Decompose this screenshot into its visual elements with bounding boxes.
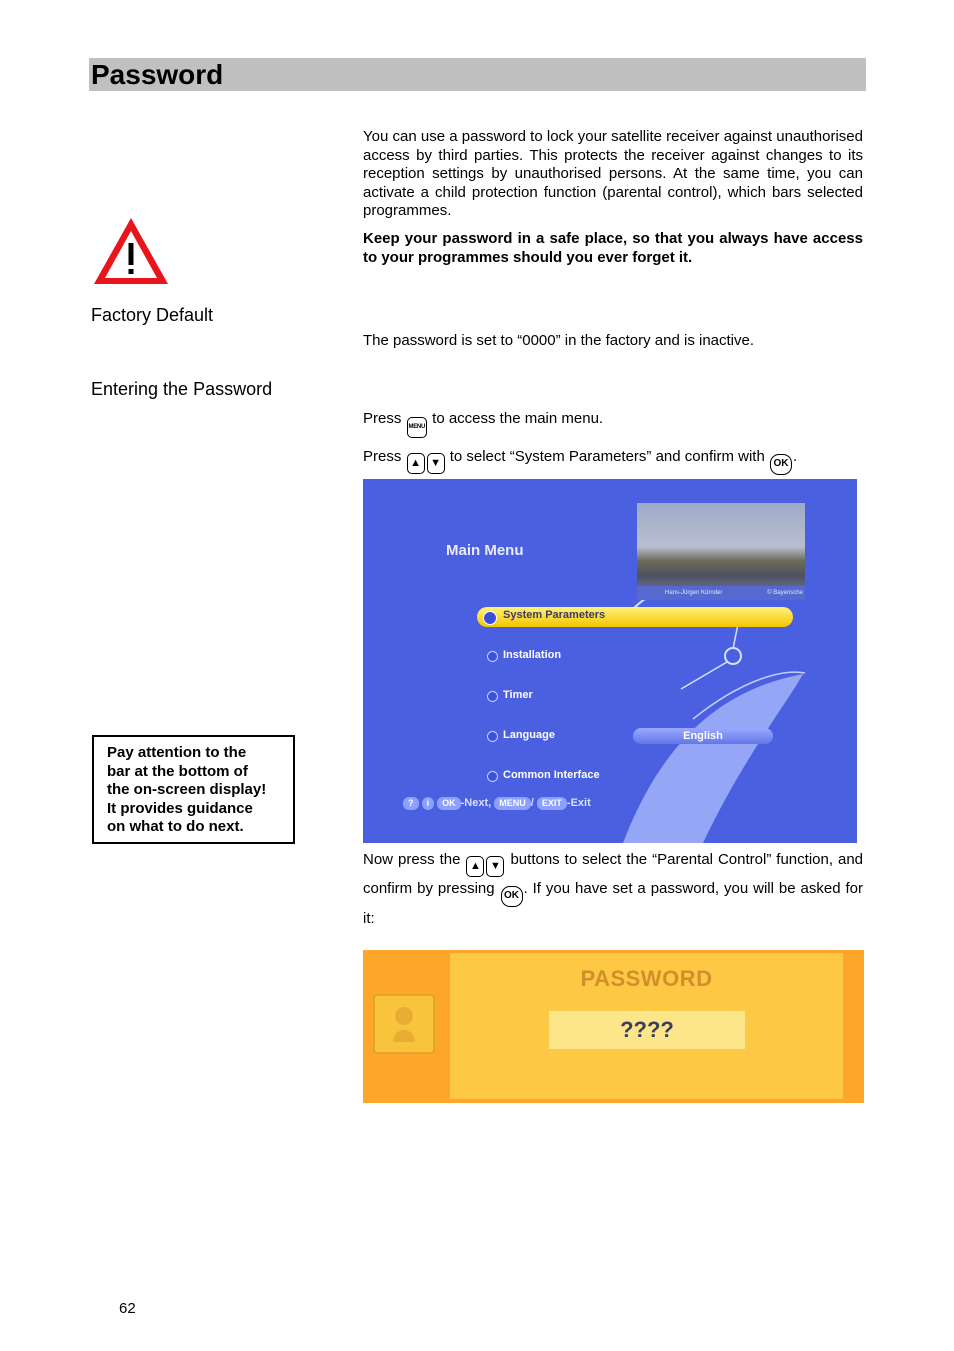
ok-key-icon: OK — [501, 886, 523, 907]
factory-default-heading: Factory Default — [91, 305, 214, 325]
menu-title: Main Menu — [446, 542, 524, 559]
menu-item-language[interactable]: Language — [503, 729, 555, 741]
menu-item-system-parameters[interactable]: System Parameters — [477, 607, 793, 627]
language-value[interactable]: English — [633, 728, 773, 744]
password-field[interactable]: ???? — [549, 1011, 745, 1049]
menu-help-bar: ? i OK -Next, MENU / EXIT -Exit — [403, 797, 591, 810]
warning-triangle-icon — [91, 215, 171, 287]
menu-item-installation[interactable]: Installation — [503, 649, 562, 661]
user-key-icon — [373, 994, 435, 1054]
password-screenshot — [363, 950, 864, 1103]
page-title: Password — [91, 59, 224, 90]
help-icon: ? — [403, 797, 419, 810]
menu-hint: MENU — [494, 797, 531, 810]
menu-item-timer[interactable]: Timer — [503, 689, 533, 701]
ok-key-icon: OK — [770, 454, 792, 475]
step-1: Press MENU to access the main menu. — [363, 410, 863, 438]
factory-default-text: The password is set to “0000” in the factory and is inactive. — [363, 332, 755, 349]
warning-paragraph: Keep your password in a safe place, so that you always have access to your programmes should you ever forget it. — [363, 230, 863, 266]
arrow-down-key-icon: ▼ — [427, 453, 445, 474]
exit-hint: EXIT — [537, 797, 567, 810]
intro-paragraph: You can use a password to lock your satellite receiver against unauthorised access by third parties. This protects the receiver against changes to its reception settings by unauthorised persons. At the same time, you can activate a child protection function (parental control), which bars selected programmes. — [363, 128, 863, 219]
page-number: 62 — [119, 1300, 136, 1317]
arrow-up-key-icon: ▲ — [466, 856, 484, 877]
arrow-up-key-icon: ▲ — [407, 453, 425, 474]
step-2: Press ▲ ▼ to select “System Parameters” and confirm with OK . — [363, 448, 863, 475]
arrow-down-key-icon: ▼ — [486, 856, 504, 877]
password-title: PASSWORD — [580, 966, 713, 991]
entering-password-heading: Entering the Password — [91, 379, 273, 399]
note-box: Pay attention to the bar at the bottom of the on-screen display! It provides guidance on what to do next. — [92, 735, 295, 844]
menu-key-icon: MENU — [407, 417, 427, 438]
title-bar — [89, 58, 866, 91]
info-icon: i — [422, 797, 435, 810]
menu-item-common-interface[interactable]: Common Interface — [503, 769, 600, 781]
tv-preview-image: Hans-Jürgen Kürnder © Bayerische — [637, 503, 805, 600]
step-3: Now press the ▲ ▼ buttons to select the “Parental Control” function, and confirm by pressing OK . If you have set a password, you will be asked for it: — [363, 851, 864, 927]
main-menu-screenshot — [363, 479, 857, 843]
ok-hint: OK — [437, 797, 461, 810]
